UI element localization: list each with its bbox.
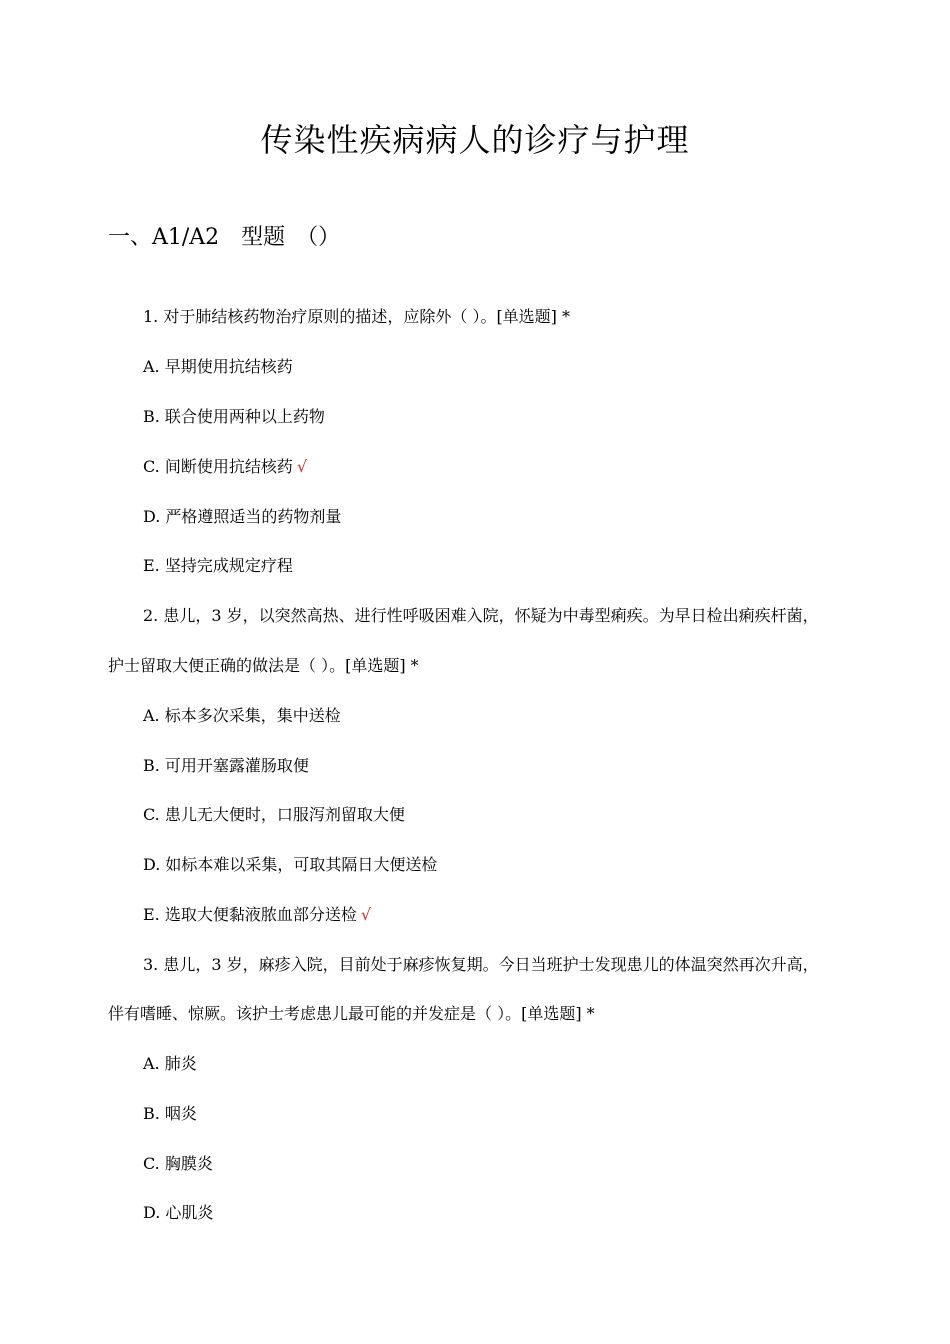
option-text: B. 可用开塞露灌肠取便: [143, 756, 309, 775]
option-text: E. 选取大便黏液脓血部分送检: [143, 905, 357, 924]
section-heading: 一、A1/A2 型题 （）: [108, 225, 341, 250]
option-text: B. 联合使用两种以上药物: [143, 407, 325, 426]
question-2-option-b[interactable]: [143, 754, 309, 778]
question-2-stem-line2: 护士留取大便正确的做法是（ ）。[单选题] *: [108, 656, 419, 675]
option-text: C. 胸膜炎: [143, 1154, 213, 1173]
question-1-option-d[interactable]: [143, 505, 341, 529]
question-2-option-a[interactable]: [143, 704, 341, 728]
correct-check-icon: √: [360, 905, 372, 924]
option-text: A. 标本多次采集，集中送检: [143, 706, 341, 725]
correct-check-icon: √: [296, 457, 308, 476]
question-2-stem-line1: 2. 患儿，3 岁，以突然高热、进行性呼吸困难入院，怀疑为中毒型痢疾。为早日检出痢疾杆菌，: [143, 606, 819, 625]
question-2-option-c[interactable]: [143, 803, 405, 827]
question-1-option-b[interactable]: [143, 405, 325, 429]
option-text: D. 如标本难以采集，可取其隔日大便送检: [143, 855, 438, 874]
question-3-option-c[interactable]: [143, 1152, 213, 1176]
option-text: B. 咽炎: [143, 1104, 197, 1123]
option-text: D. 心肌炎: [143, 1203, 214, 1222]
page-title: 传染性疾病病人的诊疗与护理: [260, 121, 690, 159]
option-text: C. 患儿无大便时，口服泻剂留取大便: [143, 805, 405, 824]
question-3-stem-line2: 伴有嗜睡、惊厥。该护士考虑患儿最可能的并发症是（ ）。[单选题] *: [108, 1004, 595, 1023]
option-text: A. 早期使用抗结核药: [143, 357, 293, 376]
question-2-option-d[interactable]: [143, 853, 437, 877]
option-text: E. 坚持完成规定疗程: [143, 556, 293, 575]
question-3-stem-line1: 3. 患儿，3 岁，麻疹入院，目前处于麻疹恢复期。今日当班护士发现患儿的体温突然再次升高，: [143, 955, 819, 974]
option-text: C. 间断使用抗结核药: [143, 457, 293, 476]
question-3-option-b[interactable]: [143, 1102, 197, 1126]
option-text: D. 严格遵照适当的药物剂量: [143, 507, 342, 526]
question-3-option-d[interactable]: [143, 1201, 213, 1225]
question-3-option-a[interactable]: [143, 1052, 197, 1076]
question-1-option-e[interactable]: [143, 554, 293, 578]
question-1-option-a[interactable]: [143, 355, 293, 379]
question-2-option-e[interactable]: [143, 903, 371, 927]
option-text: A. 肺炎: [143, 1054, 197, 1073]
question-1-stem: 1. 对于肺结核药物治疗原则的描述，应除外（ ）。[单选题] *: [143, 307, 571, 326]
question-1-option-c[interactable]: [143, 455, 307, 479]
